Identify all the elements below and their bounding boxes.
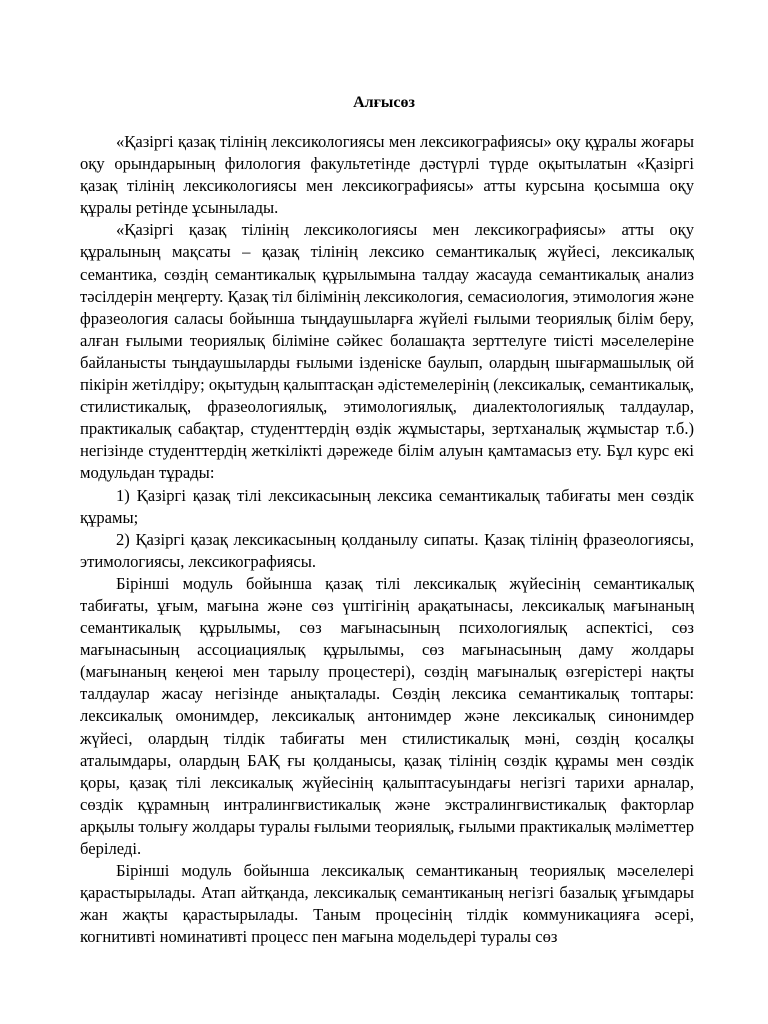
- module-list-item-1: 1) Қазіргі қазақ тілі лексикасының лексика семантикалық табиғаты мен сөздік құрамы;: [80, 485, 694, 527]
- document-body: [80, 131, 694, 948]
- paragraph-first-module: Бірінші модуль бойынша қазақ тілі лексикалық жүйесінің семантикалық табиғаты, ұғым, мағына және сөз үштігінің арақатынасы, лексикалық мағынаның семантикалық құрылымы, сөз мағынасының психологиялық аспектісі, сөз мағынасының ассоциациялық құрылымы, сөз мағынасының даму жолдары (мағынаның кеңеюі мен тарылу процестері), сөздің мағыналық өзгерістері нақты талдаулар жасау негізінде анықталады. Сөздің лексика семантикалық топтары: лексикалық омонимдер, лексикалық антонимдер және лексикалық синонимдер жүйесі, олардың тілдік табиғаты мен стилистикалық мәні, сөздің қосалқы аталымдары, олардың БАҚ ғы қолданысы, қазақ тілінің сөздік құрамы мен сөздік қоры, қазақ тілі лексикалық жүйесінің қалыптасуындағы негізгі тарихи арналар, сөздік құрамның интралингвистикалық және экстралингвистикалық факторлар арқылы толығу жолдары туралы ғылыми теориялық, ғылыми практикалық мәліметтер беріледі.: [80, 573, 694, 858]
- paragraph-goal: «Қазіргі қазақ тілінің лексикологиясы мен лексикографиясы» атты оқу құралының мақсаты – қазақ тілінің лексико семантикалық жүйесі, лексикалық семантика, сөздің семантикалық құрылымына талдау жасауда семантикалық анализ тәсілдерін меңгерту. Қазақ тіл білімінің лексикология, семасиология, этимология және фразеология саласы бойынша тыңдаушыларға жүйелі ғылыми теориялық білім беру, алған ғылыми теориялық біліміне сәйкес болашақта зерттелуге тиісті мәселелеріне байланысты тыңдаушыларды ғылыми ізденіске баулып, олардың шығармашылық ой пікірін жетілдіру; оқытудың қалыптасқан әдістемелерінің (лексикалық, семантикалық, стилистикалық, фразеологиялық, этимологиялық, диалектологиялық талдаулар, практикалық сабақтар, студенттердің өздік жұмыстары, зертханалық жұмыстар т.б.) негізінде студенттердің жеткілікті дәрежеде білім алуын қамтамасыз ету. Бұл курс екі модульдан тұрады:: [80, 220, 694, 483]
- document-heading: Алғысөз: [353, 94, 415, 111]
- paragraph-intro: «Қазіргі қазақ тілінің лексикологиясы мен лексикографиясы» оқу құралы жоғары оқу орындарының филология факультетінде дәстүрлі түрде оқытылатын «Қазіргі қазақ тілінің лексикологиясы мен лексикографиясы» атты курсына қосымша оқу құралы ретінде ұсынылады.: [80, 132, 694, 218]
- paragraph-first-module-theory: Бірінші модуль бойынша лексикалық семантиканың теориялық мәселелері қарастырылады. Атап айтқанда, лексикалық семантиканың негізгі базалық ұғымдары жан жақты қарастырылады. Таным процесінің тілдік коммуникацияға әсері, когнитивті номинативті процесс пен мағына модельдері туралы сөз: [80, 861, 694, 947]
- module-list-item-2: 2) Қазіргі қазақ лексикасының қолданылу сипаты. Қазақ тілінің фразеологиясы, этимологиясы, лексикографиясы.: [80, 529, 694, 571]
